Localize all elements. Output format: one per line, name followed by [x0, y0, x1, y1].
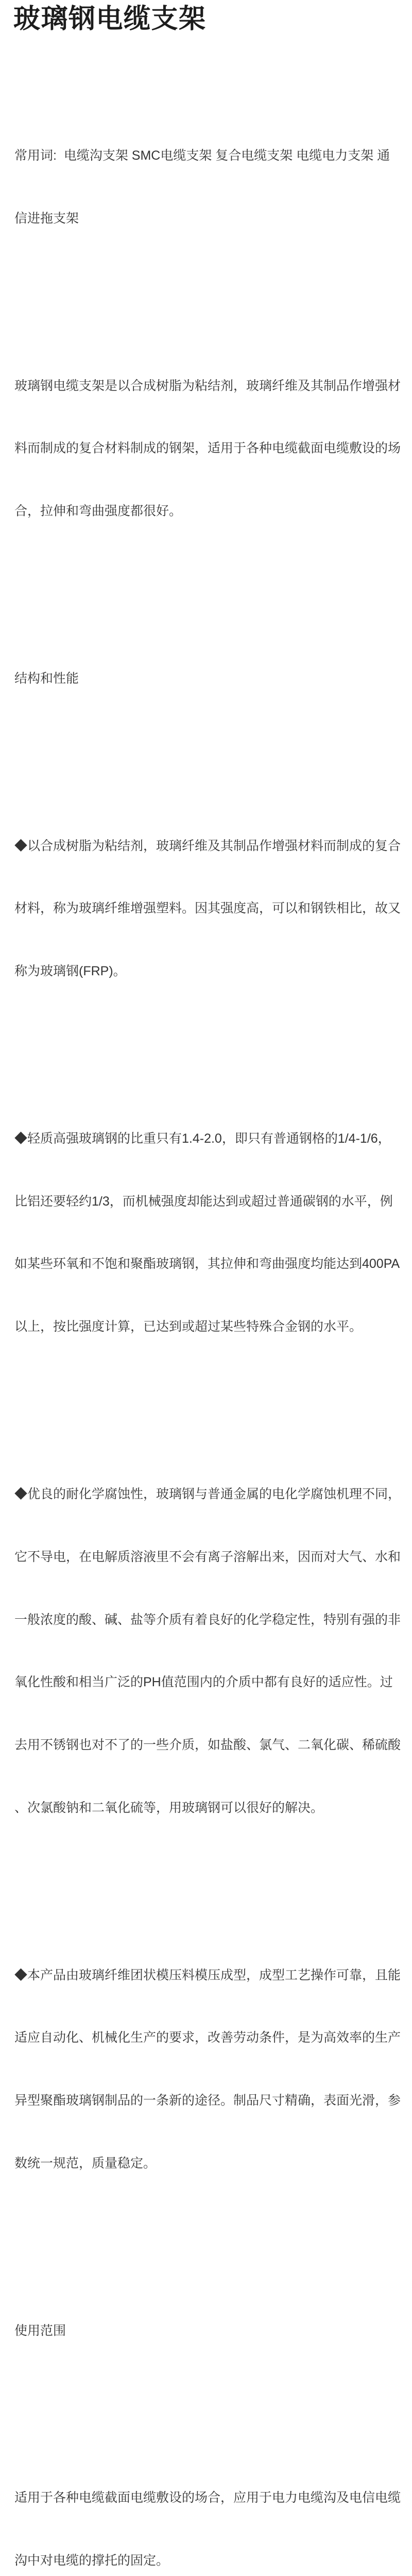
text-line: 常用词: 电缆沟支架 SMC电缆支架 复合电缆支架 电缆电力支架 通	[14, 148, 390, 163]
section-heading-text: 结构和性能	[14, 671, 79, 686]
text-line: 一般浓度的酸、碱、盐等介质有着良好的化学稳定性，特别有强的非	[14, 1612, 401, 1627]
paragraph-intro	[14, 333, 406, 564]
text-line: 合，拉伸和弯曲强度都很好。	[14, 504, 182, 519]
paragraph-usage	[14, 2446, 406, 2576]
bullet-item-corrosion	[14, 1442, 406, 1860]
text-line: 适应自动化、机械化生产的要求，改善劳动条件，是为高效率的生产	[14, 2030, 401, 2045]
text-line: 它不导电，在电解质溶液里不会有离子溶解出来，因而对大气、水和	[14, 1549, 401, 1564]
bullet-item-molding	[14, 1923, 406, 2215]
document-body	[14, 41, 406, 2576]
bullet-item-lightweight	[14, 1087, 406, 1379]
bullet-item-composite	[14, 793, 406, 1024]
text-line: 适用于各种电缆截面电缆敷设的场合，应用于电力电缆沟及电信电缆	[14, 2490, 401, 2505]
document-page	[0, 3, 412, 2568]
text-line: ◆本产品由玻璃纤维团状模压料模压成型，成型工艺操作可靠，且能	[14, 1968, 401, 1982]
text-line: 去用不锈钢也对不了的一些介质，如盐酸、氯气、二氧化碳、稀硫酸	[14, 1738, 401, 1753]
text-line: ◆优良的耐化学腐蚀性，玻璃钢与普通金属的电化学腐蚀机理不同，	[14, 1486, 401, 1501]
text-line: 沟中对电缆的撑托的固定。	[14, 2553, 169, 2568]
text-line: 材料，称为玻璃纤维增强塑料。因其强度高，可以和钢铁相比，故又	[14, 901, 401, 916]
text-line: 称为玻璃钢(FRP)。	[14, 964, 126, 979]
text-line: 数统一规范，质量稳定。	[14, 2156, 157, 2171]
text-line: 氧化性酸和相当广泛的PH值范围内的介质中都有良好的适应性。过	[14, 1675, 393, 1690]
text-line: 、次氯酸钠和二氧化硫等，用玻璃钢可以很好的解决。	[14, 1800, 324, 1815]
text-line: 料而制成的复合材料制成的钢架，适用于各种电缆截面电缆敷设的场	[14, 441, 401, 456]
section-heading-text: 使用范围	[14, 2323, 66, 2338]
paragraph-keywords	[14, 104, 406, 271]
text-line: 异型聚酯玻璃钢制品的一条新的途径。制品尺寸精确，表面光滑，参	[14, 2093, 401, 2108]
page-title: 玻璃钢电缆支架	[13, 4, 207, 34]
text-line: 如某些环氧和不饱和聚酯玻璃钢，其拉伸和弯曲强度均能达到400PA	[14, 1257, 400, 1272]
text-line: 以上，按比强度计算，已达到或超过某些特殊合金钢的水平。	[14, 1319, 363, 1334]
text-line: 比铝还要轻约1/3，而机械强度却能达到或超过普通碳钢的水平，例	[14, 1194, 393, 1209]
text-line: 玻璃钢电缆支架是以合成树脂为粘结剂，玻璃纤维及其制品作增强材	[14, 378, 401, 393]
section-heading-structure	[14, 626, 406, 731]
text-line: ◆轻质高强玻璃钢的比重只有1.4-2.0，即只有普通钢格的1/4-1/6，	[14, 1131, 391, 1146]
section-heading-usage	[14, 2279, 406, 2383]
text-line: ◆以合成树脂为粘结剂，玻璃纤维及其制品作增强材料而制成的复合	[14, 838, 401, 853]
text-line: 信进拖支架	[14, 211, 79, 226]
